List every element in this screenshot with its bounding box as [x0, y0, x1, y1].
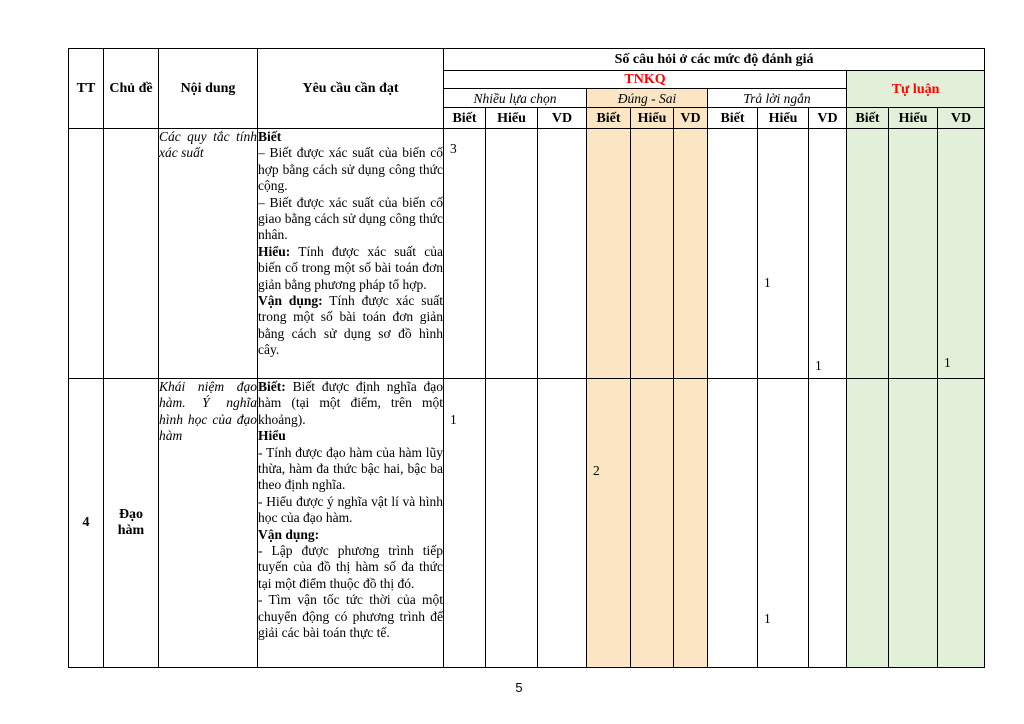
count-r1-tln-biet	[708, 129, 758, 379]
count-r1-tln-hieu: 1	[758, 129, 809, 379]
count-r1-ds-hieu	[631, 129, 674, 379]
level-header-tln-hieu: Hiểu	[758, 108, 809, 129]
table-row	[69, 129, 985, 379]
req-text: - Tính được đạo hàm của hàm lũy thừa, hàm đa thức bậc hai, bậc ba theo định nghĩa.	[258, 444, 443, 493]
count-r2-tln-biet	[708, 379, 758, 668]
count-r2-nlc-hieu	[486, 379, 538, 668]
col-header-chu-de: Chủ đề	[104, 49, 159, 129]
req-text: Biết: Biết được định nghĩa đạo hàm (tại một điểm, trên một khoảng).	[258, 379, 443, 427]
req-label: Vận dụng:	[258, 293, 323, 309]
level-header-nlc-vd: VD	[538, 108, 587, 129]
subgroup-header-dung-sai: Đúng - Sai	[587, 89, 708, 108]
cell-tt-r2: 4	[69, 379, 104, 668]
cell-chu-de-r1	[104, 129, 159, 379]
cell-yeu-cau-r1	[258, 129, 444, 379]
count-r1-tln-vd: 1	[809, 129, 847, 379]
exam-matrix-table	[68, 48, 985, 668]
cell-chu-de-r2: Đạo hàm	[104, 379, 159, 668]
count-r2-tl-vd	[938, 379, 985, 668]
level-header-nlc-hieu: Hiểu	[486, 108, 538, 129]
page-number: 5	[515, 680, 523, 695]
cell-noi-dung-r2: Khái niệm đạo hàm. Ý nghĩa hình học của đạo hàm	[159, 379, 258, 668]
level-header-ds-vd: VD	[674, 108, 708, 129]
col-header-so-cau-hoi: Số câu hỏi ở các mức độ đánh giá	[444, 49, 985, 71]
cell-yeu-cau-r2	[258, 379, 444, 668]
count-r2-ds-vd	[674, 379, 708, 668]
count-r1-tl-biet	[847, 129, 889, 379]
group-header-tnkq: TNKQ	[444, 71, 847, 89]
subgroup-header-nhieu-lua-chon: Nhiều lựa chọn	[444, 89, 587, 108]
level-header-tl-hieu: Hiểu	[889, 108, 938, 129]
count-r2-tln-vd	[809, 379, 847, 668]
req-label: Hiểu	[258, 428, 286, 444]
cell-noi-dung-r1: Các quy tắc tính xác suất	[159, 129, 258, 379]
count-r2-tl-biet	[847, 379, 889, 668]
count-r1-ds-vd	[674, 129, 708, 379]
count-r1-tl-vd: 1	[938, 129, 985, 379]
table-row	[69, 379, 985, 668]
count-r1-ds-biet	[587, 129, 631, 379]
count-r2-tln-hieu: 1	[758, 379, 809, 668]
req-label: Hiểu:	[258, 243, 291, 259]
col-header-yeu-cau: Yêu cầu cần đạt	[258, 49, 444, 129]
req-text: Hiểu: Tính được xác suất của biến cố trong một số bài toán đơn giản bằng phương pháp tổ hợp.	[258, 243, 443, 292]
level-header-ds-biet: Biết	[587, 108, 631, 129]
count-r2-nlc-vd	[538, 379, 587, 668]
count-r2-ds-hieu	[631, 379, 674, 668]
req-label: Biết	[258, 129, 282, 144]
req-text: – Biết được xác suất của biến cố giao bằng cách sử dụng công thức nhân.	[258, 194, 443, 243]
cell-tt-r1	[69, 129, 104, 379]
col-header-noi-dung: Nội dung	[159, 49, 258, 129]
req-text: - Hiểu được ý nghĩa vật lí và hình học của đạo hàm.	[258, 493, 443, 526]
col-header-tt: TT	[69, 49, 104, 129]
count-r1-nlc-hieu	[486, 129, 538, 379]
level-header-tln-vd: VD	[809, 108, 847, 129]
req-text: – Biết được xác suất của biến cố hợp bằng cách sử dụng công thức cộng.	[258, 145, 443, 194]
req-text: - Tìm vận tốc tức thời của một chuyển động có phương trình để giải các bài toán thực tế.	[258, 592, 443, 641]
count-r2-ds-biet: 2	[587, 379, 631, 668]
req-text: - Lập được phương trình tiếp tuyến của đồ thị hàm số đa thức tại một điểm thuộc đồ thị đó.	[258, 543, 443, 591]
req-label: Biết:	[258, 379, 286, 394]
count-r2-tl-hieu	[889, 379, 938, 668]
req-label: Vận dụng:	[258, 526, 320, 542]
level-header-tln-biet: Biết	[708, 108, 758, 129]
level-header-tl-biet: Biết	[847, 108, 889, 129]
group-header-tu-luan: Tự luận	[847, 71, 985, 108]
level-header-nlc-biet: Biết	[444, 108, 486, 129]
count-r1-nlc-biet: 3	[444, 129, 486, 379]
level-header-ds-hieu: Hiểu	[631, 108, 674, 129]
count-r1-nlc-vd	[538, 129, 587, 379]
count-r2-nlc-biet: 1	[444, 379, 486, 668]
req-text: Vận dụng: Tính được xác suất trong một số bài toán đơn giản bằng cách sử dụng sơ đồ hình cây.	[258, 293, 443, 358]
subgroup-header-tra-loi-ngan: Trả lời ngắn	[708, 89, 847, 108]
level-header-tl-vd: VD	[938, 108, 985, 129]
count-r1-tl-hieu	[889, 129, 938, 379]
